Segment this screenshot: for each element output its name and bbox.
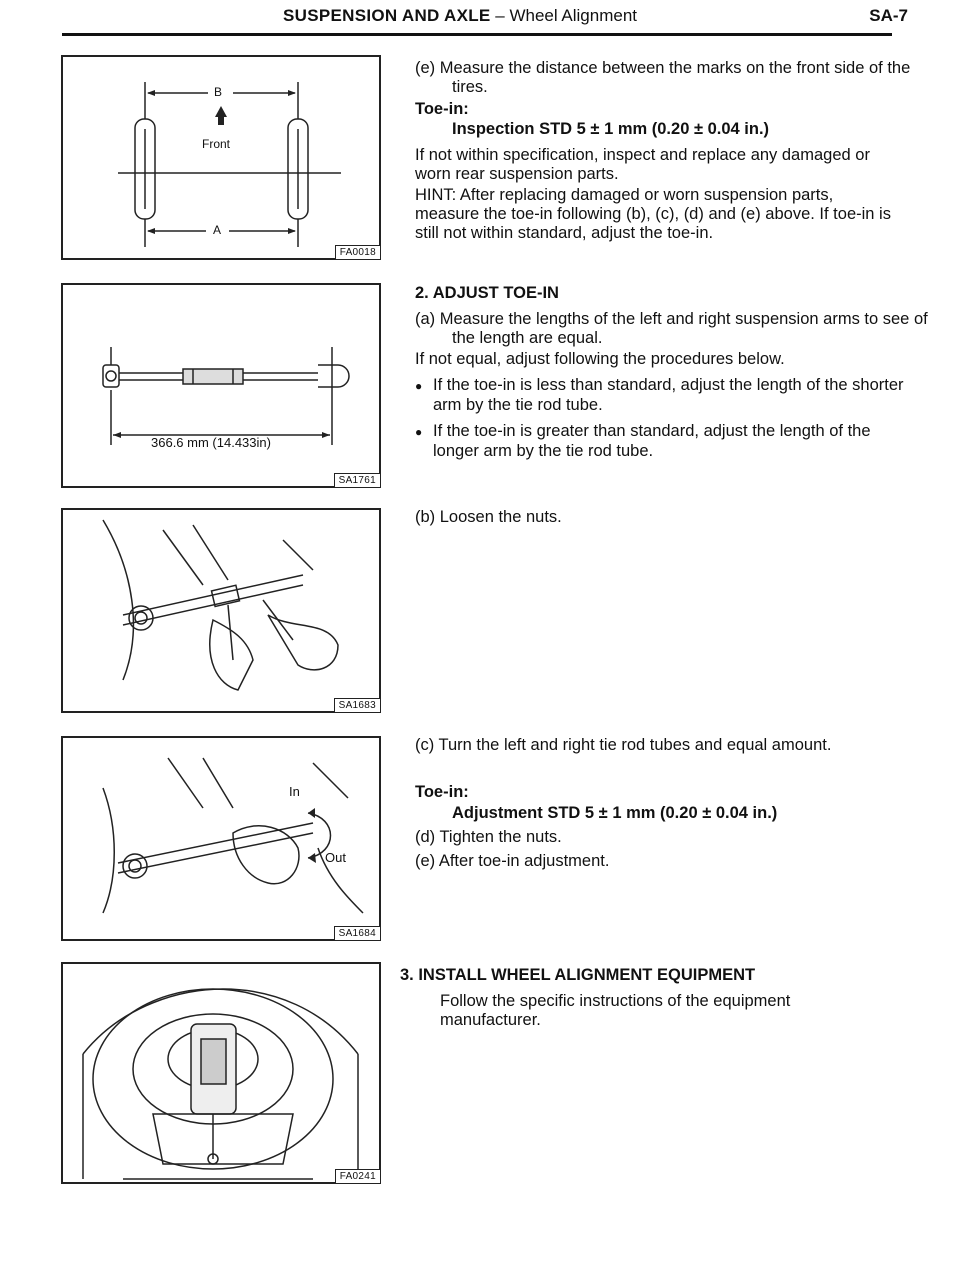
label-in: In [289,784,300,799]
step-d-tighten: (d) Tighten the nuts. [415,828,562,846]
figure-code: SA1684 [334,926,381,941]
figure-code: SA1761 [334,473,381,488]
label-out: Out [325,850,346,865]
step-3-heading: 3. INSTALL WHEEL ALIGNMENT EQUIPMENT [400,966,756,984]
figure-suspension-arm [61,283,381,488]
toe-in-label-2: Toe-in: [415,783,469,801]
inspection-std: Inspection STD 5 ± 1 mm (0.20 ± 0.04 in.) [452,120,770,138]
label-a: A [213,223,222,237]
step-e-measure: (e) Measure the distance between the marks on the front side of the tires. [415,59,911,96]
figure-turn-tie-rod [61,736,381,941]
figure-code: FA0241 [335,1169,381,1184]
step-c-turn: (c) Turn the left and right tie rod tubes and equal amount. [415,736,832,754]
bullet-less-text: If the toe-in is less than standard, adjust the length of the shorter arm by the tie rod tube. [433,376,904,414]
not-equal-text: If not equal, adjust following the procedures below. [415,350,785,368]
label-b: B [214,85,223,99]
title-separator: – [490,6,510,25]
label-front: Front [202,137,231,151]
suspension-arm-diagram-icon [63,285,379,486]
figure-toe-measurement [61,55,381,260]
header-rule [62,33,892,36]
hint-text: HINT: After replacing damaged or worn suspension parts, measure the toe-in following (b), (c), (d) and (e) above. If toe-in is still not within standard, adjust the toe-in. [415,186,891,242]
step-e-after: (e) After toe-in adjustment. [415,852,610,870]
step-b-loosen: (b) Loosen the nuts. [415,508,562,526]
adjustment-std: Adjustment STD 5 ± 1 mm (0.20 ± 0.04 in.) [452,804,778,822]
page-number: SA-7 [869,6,908,25]
bullet-icon: ● [415,379,423,393]
bullet-greater-text: If the toe-in is greater than standard, adjust the length of the longer arm by the tie rod tube. [433,422,871,460]
bullet-icon: ● [415,425,423,439]
figure-alignment-equipment [61,962,381,1184]
header-title [283,6,637,26]
step-a-measure: (a) Measure the lengths of the left and right suspension arms to see of the length are equal. [415,310,928,347]
figure-code: FA0018 [335,245,381,260]
page-header [0,0,960,40]
not-within-spec: If not within specification, inspect and replace any damaged or worn rear suspension parts. [415,146,870,183]
bullet-less [415,376,913,415]
toe-in-label-1: Toe-in: [415,100,469,118]
alignment-equipment-illustration-icon [63,964,379,1182]
section-title: SUSPENSION AND AXLE [283,6,491,25]
turn-tie-rod-illustration-icon [63,738,379,939]
subsection-title: Wheel Alignment [509,6,638,25]
step-2-heading: 2. ADJUST TOE-IN [415,284,559,302]
dimension-label: 366.6 mm (14.433in) [151,435,271,450]
figure-loosen-nuts [61,508,381,713]
follow-instructions: Follow the specific instructions of the equipment manufacturer. [440,992,791,1029]
bullet-greater [415,422,913,461]
loosen-nuts-illustration-icon [63,510,379,711]
figure-code: SA1683 [334,698,381,713]
